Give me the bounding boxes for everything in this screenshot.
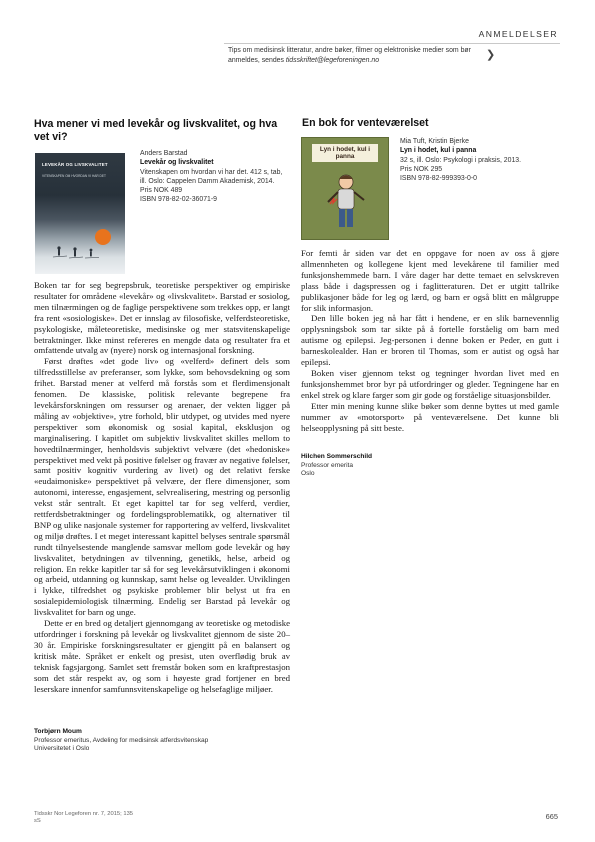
- left-book-author: Anders Barstad: [140, 150, 188, 157]
- right-reviewer-name: Hilchen Sommerschild: [301, 453, 373, 460]
- skiers-illustration-icon: [49, 245, 105, 261]
- right-paragraph: Den lille boken jeg nå har fått i hendene, er en slik barnevennlig opplysningsbok som tar sikte på å fortelle forståelig om barn med autisme og epilepsi. Jeg-personen i denne boken er Peder, en gutt i barneskolealder. Han er broren til Thomas, som er autist og også har epilepsi.: [301, 313, 559, 368]
- page-number: 665: [545, 812, 558, 821]
- issue-code: sS: [34, 818, 41, 825]
- right-book-meta: [400, 137, 560, 183]
- left-book-title: Levekår og livskvalitet: [140, 159, 214, 167]
- left-paragraph: Dette er en bred og detaljert gjennomgang av teoretiske og metodiske utfordringer i forskning på levekår og livskvalitet gjennom de siste 20–30 år. Empiriske forskningsresultater er gjengitt på en balansert og kritisk måte. Språket er enkelt og presist, uten overflødig bruk av teknisk fagsjargong. Samlet sett fremstår boken som en kraftprestasjon som det står respekt av, og som i høyeste grad fortjener en bred leserskare innenfor samfunnsvitenskapelige og helsefaglige miljøer.: [34, 618, 290, 694]
- left-article-body: [34, 280, 290, 694]
- right-book-cover: [301, 137, 389, 240]
- journal-citation: [34, 811, 133, 826]
- right-signature: [301, 453, 559, 479]
- header-rule: [224, 43, 560, 44]
- left-article-title: Hva mener vi med levekår og livskvalitet, og hva vet vi?: [34, 118, 278, 143]
- left-book-cover: [35, 153, 125, 274]
- right-paragraph: Etter min mening kunne slike bøker som denne byttes ut med gamle nummer av «motorsport» på venteværelsene. Det kunne bli helseopplysning på sitt beste.: [301, 400, 559, 433]
- boy-illustration-icon: [324, 172, 368, 234]
- section-label: ANMELDELSER: [478, 29, 558, 39]
- left-reviewer-place: Universitetet i Oslo: [34, 745, 90, 753]
- right-book-isbn: ISBN 978-82-999393-0-0: [400, 175, 477, 183]
- review-tip: [228, 46, 486, 65]
- right-book-author: Mia Tuft, Kristin Bjerke: [400, 138, 469, 145]
- left-book-isbn: ISBN 978-82-02-36071-9: [140, 196, 217, 204]
- right-cover-title: Lyn i hodet, kul i panna: [312, 144, 378, 162]
- left-reviewer-role: Professor emeritus, Avdeling for medisinsk atferdsvitenskap: [34, 736, 209, 744]
- left-reviewer-name: Torbjørn Moum: [34, 728, 82, 735]
- tip-text: Tips om medisinsk litteratur, andre bøker, filmer og elektroniske medier som bør anmeldes, sendes: [228, 47, 471, 64]
- left-signature: [34, 728, 290, 754]
- chevron-right-icon[interactable]: ❯: [486, 49, 496, 61]
- left-cover-title: LEVEKÅR OG LIVSKVALITET: [42, 162, 108, 167]
- left-book-price: Pris NOK 489: [140, 187, 183, 195]
- right-paragraph: Boken viser gjennom tekst og tegninger hvordan livet med en funksjonshemmet bror byr på utfordringer og gleder. Tegningene har en enkel strek og klare farger som gir gode og forståelige situasjonsbilder.: [301, 367, 559, 400]
- right-reviewer-place: Oslo: [301, 470, 315, 478]
- right-article-body: [301, 248, 559, 433]
- right-book-details: 32 s, ill. Oslo: Psykologi i praksis, 2013.: [400, 156, 522, 164]
- journal-name: Tidsskr Nor Legeforen nr. 7, 2015; 135: [34, 811, 134, 817]
- right-book-title: Lyn i hodet, kul i panna: [400, 147, 477, 155]
- left-paragraph: Først drøftes «det gode liv» og «velferd» definert dels som tilfredsstillelse av preferanser, som lykke, som behovsdekning og som frihet. Barstad mener at velferd må forstås som et flerdimensjonalt fenomen. De klassiske, politisk relevante begrepene fra levekårsforskningen om ressurser og arenaer, der vekten ligger på måling av «objektive», ytre forhold, blir utdypet, og utvides med nyere perspektiver som økonomisk og sosial kapital, eksklusjon og marginalisering. I kapitlet om subjektiv livskvalitet skilles mellom to hovedtilnærminger, henholdsvis subjektivt velvære (det «hedoniske» perspektivet med vekt på positive følelser og fravær av negative følelser, samt positiv kognitiv vurdering av livet) og det relativt ferske «eudaimoniske» perspektivet på velvære, der flere dimensjoner, som autonomi, interesse, engasjement, selvrealisering, mestring og personlig vekst står sentralt. Et eget kapittel tar for seg velferd, verdier, rettferdsbetraktninger og fordelingsproblematikk, og alternativer til BNP og ulike nasjonale systemer for rapportering av velferd, livskvalitet og miljø drøftes. I et meget interessant kapittel belyses sentrale spørsmål rundt tilnyelsestende manglende samsvar mellom gode levekår og høy livskvalitet, betydningen av tilvenning, genetikk, helse, arbeid og religion. En rekke kapitler tar så for seg levekårsutviklingen i økonomi og arbeid, utdanning og kunnskap, samt helse og levealder. Utviklingen i lykke, tilfredshet og psykiske problemer blir belyst ut fra en sosialepidemiologisk tilnærming. Endelig ser Barstad på levekår og livskvalitet for barn og unge.: [34, 356, 290, 618]
- left-cover-subtitle: VITENSKAPEN OM HVORDAN VI HAR DET: [42, 174, 106, 178]
- left-book-meta: [140, 149, 290, 205]
- left-paragraph: Boken tar for seg begrepsbruk, teoretiske perspektiver og empiriske resultater for områdene «levekår» og «livskvalitet». Barstad er sosiolog, men tilnærmingen og de faglige perspektivene som trekkes opp, er langt fra rent «sosiologiske». Det er innslag av filosofiske, velferdsteoretiske, psykologiske, måleteoretiske, medisinske og mer statsvitenskapelige betraktninger. Ikke minst refereres en mengde data og resultater fra et omfattende utvalg av (nyere) norsk og internasjonal forskning.: [34, 280, 290, 356]
- right-book-price: Pris NOK 295: [400, 165, 443, 173]
- right-article-title: En bok for venteværelset: [302, 117, 429, 129]
- publisher-sticker-icon: [95, 229, 111, 245]
- right-paragraph: For femti år siden var det en oppgave for noen av oss å gjøre allmennheten og kollegene kjent med levekårene til familier med funksjonshemmede barn. I våre dager har dette temaet en selvskreven plass både i dagspressen og i faglitteraturen. Det er utgitt tallrike publikasjoner både for leg og lærd, og barn er også blitt en målgruppe for slik informasjon.: [301, 248, 559, 313]
- tip-email-link[interactable]: tidsskriftet@legeforeningen.no: [285, 56, 380, 64]
- right-reviewer-role: Professor emerita: [301, 461, 354, 469]
- left-book-details: Vitenskapen om hvordan vi har det. 412 s, tab, ill. Oslo: Cappelen Damm Akademisk, 2014.: [140, 168, 283, 185]
